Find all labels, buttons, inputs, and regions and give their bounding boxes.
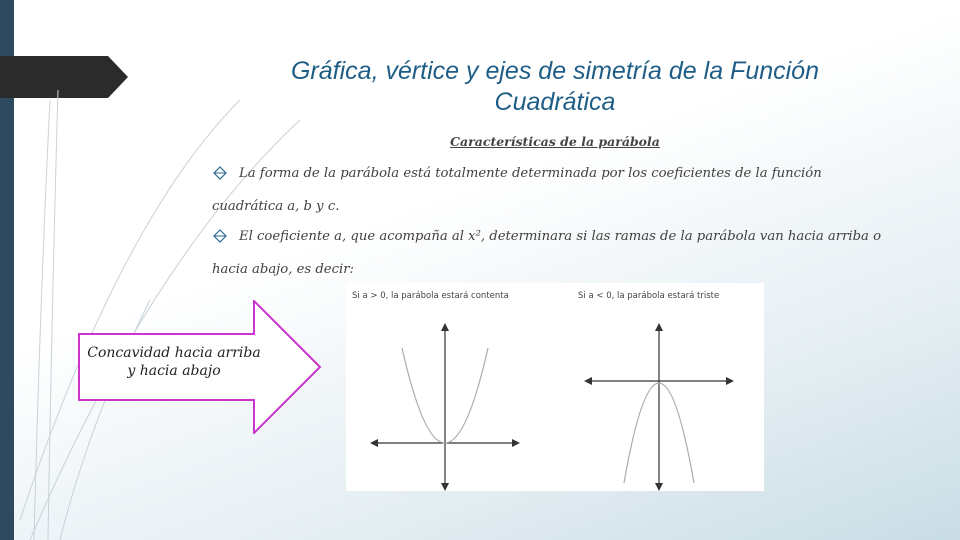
parabola-figure — [346, 283, 764, 491]
caption-positive: Si a > 0, la parábola estará contenta — [352, 291, 509, 301]
bullet-item — [212, 220, 892, 286]
callout-text: Concavidad hacia arriba y hacia abajo — [87, 345, 261, 379]
diamond-outline-icon — [212, 157, 228, 190]
title-tab-marker — [0, 56, 128, 98]
bullet-item — [212, 157, 892, 223]
parabola-down-graph — [584, 323, 734, 491]
caption-negative: Si a < 0, la parábola estará triste — [578, 291, 720, 301]
bullet-text: La forma de la parábola está totalmente determinada por los coeficientes de la función cuadrática a, b y c. — [212, 166, 822, 214]
section-subtitle: Características de la parábola — [450, 134, 660, 149]
parabola-up-graph — [370, 323, 520, 491]
slide-title: Gráfica, vértice y ejes de simetría de la Función Cuadrática — [290, 57, 819, 116]
diamond-outline-icon — [212, 220, 228, 253]
bullet-text: El coeficiente a, que acompaña al x², determinara si las ramas de la parábola van hacia arriba o hacia abajo, es decir: — [212, 229, 882, 277]
